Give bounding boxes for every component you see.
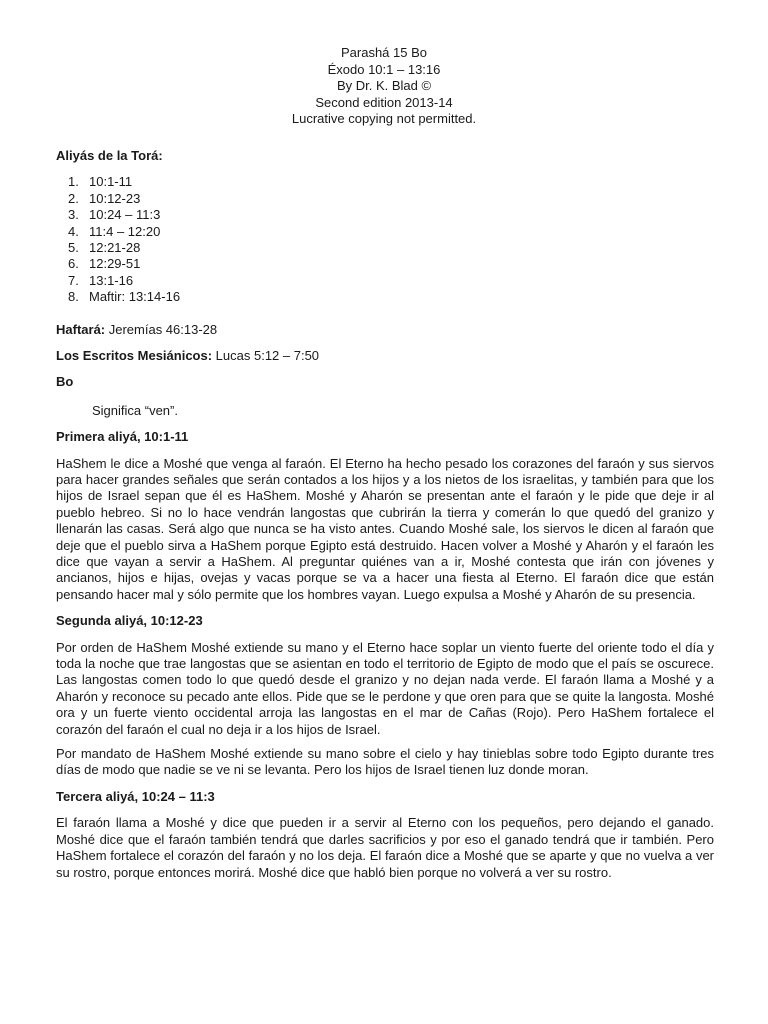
primera-aliya-heading: Primera aliyá, 10:1-11 — [56, 429, 189, 445]
edition-line: Second edition 2013-14 — [315, 94, 453, 110]
bo-meaning: Significa “ven”. — [92, 402, 178, 418]
list-item: 1. 10:1-11 — [68, 174, 133, 190]
tercera-aliya-text: El faraón llama a Moshé y dice que pueden ir a servir al Eterno con los pequeños, pero dejando el ganado. Moshé dice que el faraón también tendrá que darles sacrificios y por eso el ganado tendrá que ir también. Pero HaShem fortalece el corazón del faraón y no los deja. El faraón dice a Moshé que se aparte y que no vuelva a ver su rostro, porque entonces morirá. Moshé dice que habló bien porque no volverá a ver su rostro. — [56, 815, 714, 880]
list-item: 2. 10:12-23 — [68, 190, 141, 206]
list-item: 8. Maftir: 13:14-16 — [68, 289, 181, 305]
list-item: 5. 12:21-28 — [68, 239, 141, 255]
author-line: By Dr. K. Blad © — [336, 78, 432, 93]
primera-aliya-text: HaShem le dice a Moshé que venga al faraón. El Eterno ha hecho pesado los corazones del faraón y sus siervos para hacer grandes señales que serán contados a los hijos y a los nietos de los israelitas, y también para que los hijos de Israel sepan que él es HaShem. Moshé y Aharón se presentan ante el faraón y le pide que deje ir al pueblo hebreo. Si no lo hace vendrán langostas que cubrirán la tierra y comerán lo que quedó del granizo y llenarán las casas. Será algo que nunca se ha visto antes. Cuando Moshé sale, los siervos le dicen al faraón que deje que el pueblo sirva a HaShem porque Egipto está destruido. Hacen volver a Moshé y Aharón y el faraón les dice que vayan a servir a HaShem. Al preguntar quiénes van a ir, Moshé contesta que irán con jóvenes y ancianos, hijos e hijas, ovejas y vacas porque se va a hacer una fiesta al Eterno. El faraón dice que están pensando hacer mal y sólo permite que los hombres vayan. Luego expulsa a Moshé y Aharón de su presencia. — [56, 455, 714, 602]
bo-heading: Bo — [56, 374, 74, 390]
haftara-value: Jeremías 46:13-28 — [105, 321, 218, 337]
segunda-aliya-heading: Segunda aliyá, 10:12-23 — [56, 613, 203, 629]
segunda-aliya-text: Por orden de HaShem Moshé extiende su mano y el Eterno hace soplar un viento fuerte del oriente todo el día y toda la noche que trae langostas que se asientan en todo el territorio de Egipto de modo que el país se oscurece. Las langostas comen todo lo que quedó desde el granizo y no dejan nada verde. El faraón llama a Moshé y a Aharón y reconoce su pecado ante ellos. Pide que se le perdone y que oren para que se quite la langosta. Moshé ora y un fuerte viento occidental arroja las langostas en el mar de Cañas (Rojo). Pero HaShem fortalece el corazón del faraón el cual no deja ir a los hijos de Israel. — [56, 639, 714, 737]
list-item: 4. 11:4 – 12:20 — [68, 223, 161, 239]
list-item: 3. 10:24 – 11:3 — [68, 207, 161, 223]
haftara-line — [56, 322, 714, 338]
tercera-aliya-heading: Tercera aliyá, 10:24 – 11:3 — [56, 788, 215, 804]
parasha-title: Parashá 15 Bo — [340, 45, 427, 60]
aliyas-list — [56, 174, 714, 305]
escritos-label: Los Escritos Mesiánicos: — [56, 347, 213, 363]
escritos-line — [56, 348, 714, 364]
haftara-label: Haftará: — [56, 321, 106, 337]
title-block — [0, 45, 768, 128]
list-item: 6. 12:29-51 — [68, 256, 141, 272]
copyright-notice: Lucrative copying not permitted. — [291, 111, 477, 126]
document-body — [56, 148, 714, 881]
aliyas-heading: Aliyás de la Torá: — [56, 148, 163, 163]
scripture-range: Éxodo 10:1 – 13:16 — [327, 61, 441, 77]
list-item: 7. 13:1-16 — [68, 272, 134, 288]
segunda-aliya-text-2: Por mandato de HaShem Moshé extiende su mano sobre el cielo y hay tinieblas sobre todo Egipto durante tres días de modo que nadie se ve ni se levanta. Pero los hijos de Israel tienen luz donde moran. — [56, 746, 714, 778]
escritos-value: Lucas 5:12 – 7:50 — [212, 347, 320, 363]
